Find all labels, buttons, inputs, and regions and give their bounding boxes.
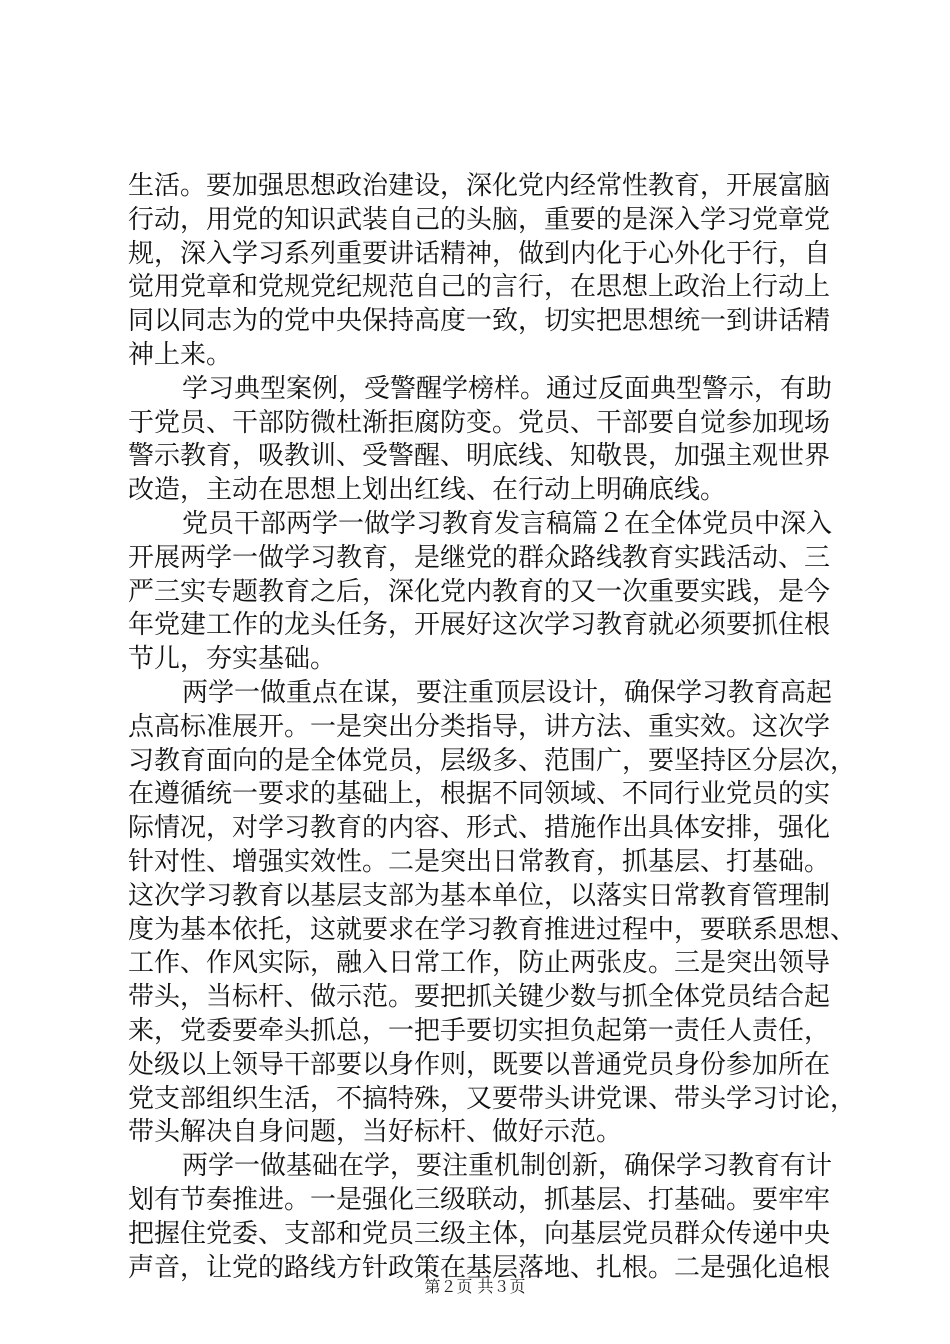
text-line: 声音，让党的路线方针政策在基层落地、扎根。二是强化追根	[128, 1252, 831, 1283]
text-line: 规，深入学习系列重要讲话精神，做到内化于心外化于行，自	[128, 238, 831, 269]
text-line: 改造，主动在思想上划出红线、在行动上明确底线。	[128, 475, 727, 506]
text-line: 划有节奏推进。一是强化三级联动，抓基层、打基础。要牢牢	[128, 1184, 831, 1215]
text-line: 来，党委要牵头抓总，一把手要切实担负起第一责任人责任，	[128, 1015, 831, 1046]
text-line: 度为基本依托，这就要求在学习教育推进过程中，要联系思想、	[128, 914, 857, 945]
text-line: 于党员、干部防微杜渐拒腐防变。党员、干部要自觉参加现场	[128, 407, 831, 438]
text-line: 针对性、增强实效性。二是突出日常教育，抓基层、打基础。	[128, 846, 831, 877]
text-line: 两学一做基础在学，要注重机制创新，确保学习教育有计	[182, 1151, 833, 1182]
text-line: 党员干部两学一做学习教育发言稿篇２在全体党员中深入	[182, 508, 833, 539]
text-line: 点高标准展开。一是突出分类指导，讲方法、重实效。这次学	[128, 711, 831, 742]
page-footer: 第２页 共３页	[424, 1277, 526, 1296]
text-line: 神上来。	[128, 339, 233, 370]
text-line: 两学一做重点在谋，要注重顶层设计，确保学习教育高起	[182, 677, 833, 708]
text-line: 觉用党章和党规党纪规范自己的言行，在思想上政治上行动上	[128, 272, 831, 303]
text-line: 在遵循统一要求的基础上，根据不同领域、不同行业党员的实	[128, 779, 831, 810]
text-line: 行动，用党的知识武装自己的头脑，重要的是深入学习党章党	[128, 204, 831, 235]
text-line: 学习典型案例，受警醒学榜样。通过反面典型警示，有助	[182, 373, 833, 404]
text-line: 带头，当标杆、做示范。要把抓关键少数与抓全体党员结合起	[128, 982, 831, 1013]
text-line: 习教育面向的是全体党员，层级多、范围广，要坚持区分层次，	[128, 745, 857, 776]
text-line: 严三实专题教育之后，深化党内教育的又一次重要实践，是今	[128, 576, 831, 607]
document-body	[128, 170, 857, 1285]
text-line: 带头解决自身问题，当好标杆、做好示范。	[128, 1117, 623, 1148]
text-line: 处级以上领导干部要以身作则，既要以普通党员身份参加所在	[128, 1049, 831, 1080]
text-line: 生活。要加强思想政治建设，深化党内经常性教育，开展富脑	[128, 171, 831, 201]
text-line: 年党建工作的龙头任务，开展好这次学习教育就必须要抓住根	[128, 610, 831, 641]
text-line: 把握住党委、支部和党员三级主体，向基层党员群众传递中央	[128, 1218, 831, 1249]
text-line: 警示教育，吸教训、受警醒、明底线、知敬畏，加强主观世界	[128, 441, 831, 472]
text-line: 节儿，夯实基础。	[128, 644, 337, 675]
text-line: 工作、作风实际，融入日常工作，防止两张皮。三是突出领导	[128, 948, 831, 979]
text-line: 这次学习教育以基层支部为基本单位，以落实日常教育管理制	[128, 880, 831, 911]
text-line: 同以同志为的党中央保持高度一致，切实把思想统一到讲话精	[128, 306, 831, 337]
text-line: 党支部组织生活，不搞特殊，又要带头讲党课、带头学习讨论，	[128, 1083, 857, 1114]
text-line: 开展两学一做学习教育，是继党的群众路线教育实践活动、三	[128, 542, 831, 573]
text-line: 际情况，对学习教育的内容、形式、措施作出具体安排，强化	[128, 813, 831, 844]
